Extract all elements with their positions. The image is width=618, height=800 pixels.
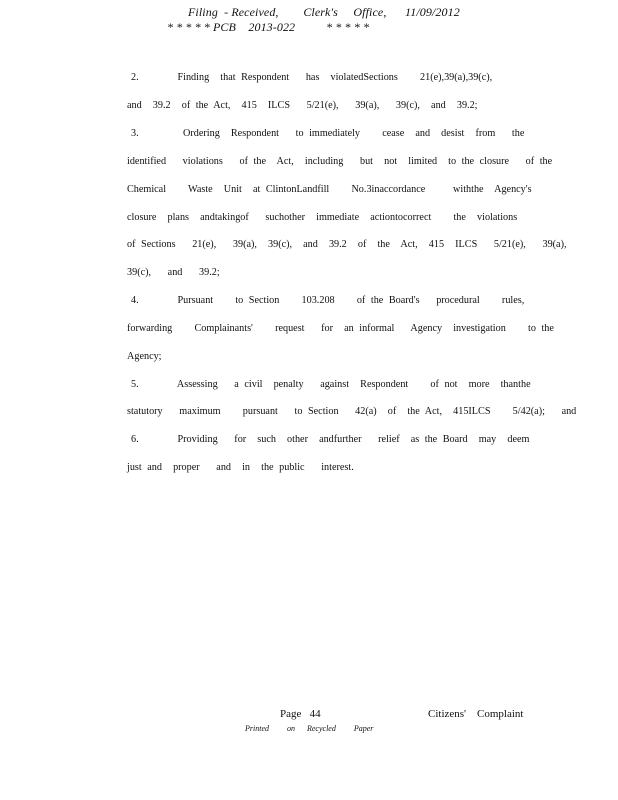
body-line-8: 39(c), and 39.2; [127,267,220,278]
document-title: Citizens' Complaint [428,708,524,720]
body-line-10: forwarding Complainants' request for an informal Agency investigation to the [127,323,554,334]
body-line-3: 3. Ordering Respondent to immediately cease and desist from the [131,128,525,139]
body-line-9: 4. Pursuant to Section 103.208 of the Board's procedural rules, [131,295,525,306]
body-line-14: 6. Providing for such other andfurther relief as the Board may deem [131,434,530,445]
body-line-6: closure plans andtakingof suchother immediate actiontocorrect the violations [127,212,518,223]
body-line-5: Chemical Waste Unit at ClintonLandfill No.3inaccordance withthe Agency's [127,184,532,195]
filing-stamp-line: Filing - Received, Clerk's Office, 11/09/2012 [188,5,460,19]
body-line-13: statutory maximum pursuant to Section 42(a) of the Act, 415ILCS 5/42(a); and [127,406,577,417]
body-line-1: 2. Finding that Respondent has violatedSections 21(e),39(a),39(c), [131,72,493,83]
body-line-15: just and proper and in the public interest. [127,462,354,473]
case-number-line: * * * * * PCB 2013-022 * * * * * [167,20,370,34]
body-line-12: 5. Assessing a civil penalty against Respondent of not more thanthe [131,379,531,390]
body-line-2: and 39.2 of the Act, 415 ILCS 5/21(e), 39(a), 39(c), and 39.2; [127,100,478,111]
recycled-paper-note: Printed on Recycled Paper [245,724,374,733]
body-line-7: of Sections 21(e), 39(a), 39(c), and 39.2 of the Act, 415 ILCS 5/21(e), 39(a), [127,239,567,250]
body-line-11: Agency; [127,351,162,362]
body-line-4: identified violations of the Act, including but not limited to the closure of the [127,156,553,167]
page-number: Page 44 [280,708,321,720]
